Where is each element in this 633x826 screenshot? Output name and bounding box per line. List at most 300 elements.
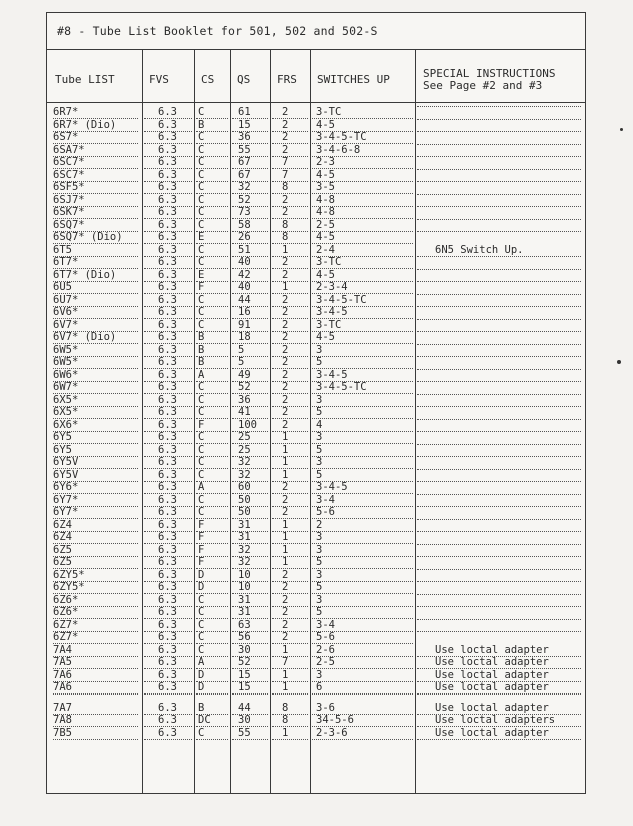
cell-fvs: 6.3 [144, 394, 192, 407]
cell-qs: 91 [232, 319, 268, 332]
cell-switches: 2-3-4 [312, 281, 413, 294]
cell-tube: 6SQ7* (Dio) [53, 231, 138, 244]
cell-frs: 2 [272, 294, 308, 307]
cell-tube: 6Y7* [53, 506, 138, 519]
cell-special [417, 406, 581, 407]
cell-frs: 1 [272, 469, 308, 482]
cell-tube: 6ZY5* [53, 581, 138, 594]
cell-tube: 6X5* [53, 406, 138, 419]
cell-cs: C [196, 444, 228, 457]
cell-special [417, 131, 581, 132]
cell-frs: 2 [272, 206, 308, 219]
header-cs: CS [201, 73, 215, 86]
cell-cs: C [196, 619, 228, 632]
table-row [47, 169, 585, 182]
cell-qs: 10 [232, 569, 268, 582]
cell-fvs: 6.3 [144, 669, 192, 682]
cell-switches: 5 [312, 556, 413, 569]
cell-qs: 60 [232, 481, 268, 494]
cell-frs: 2 [272, 319, 308, 332]
table-row [47, 369, 585, 382]
cell-switches [312, 694, 413, 695]
cell-cs: C [196, 256, 228, 269]
cell-fvs: 6.3 [144, 594, 192, 607]
cell-special [417, 594, 581, 595]
table-row [47, 331, 585, 344]
cell-special [417, 694, 581, 695]
cell-qs: 16 [232, 306, 268, 319]
cell-switches: 3-4-5-TC [312, 131, 413, 144]
cell-special [417, 231, 581, 232]
cell-cs: C [196, 169, 228, 182]
cell-frs: 1 [272, 669, 308, 682]
cell-switches: 2 [312, 519, 413, 532]
cell-cs: A [196, 656, 228, 669]
cell-cs: F [196, 544, 228, 557]
table-row [47, 319, 585, 332]
header-switches: SWITCHES UP [317, 73, 390, 86]
cell-fvs: 6.3 [144, 381, 192, 394]
cell-qs: 32 [232, 456, 268, 469]
cell-switches: 3 [312, 431, 413, 444]
cell-qs: 26 [232, 231, 268, 244]
cell-tube: 6X5* [53, 394, 138, 407]
table-row [47, 669, 585, 682]
table-row [47, 269, 585, 282]
cell-fvs: 6.3 [144, 702, 192, 715]
cell-switches: 3-4-5-TC [312, 294, 413, 307]
table-row [47, 702, 585, 715]
cell-tube: 6V7* (Dio) [53, 331, 138, 344]
cell-switches: 3-4 [312, 494, 413, 507]
cell-cs: B [196, 344, 228, 357]
cell-tube: 6V7* [53, 319, 138, 332]
cell-cs: C [196, 144, 228, 157]
cell-tube: 6S7* [53, 131, 138, 144]
cell-switches: 3-4-5 [312, 481, 413, 494]
table-row [47, 494, 585, 507]
cell-frs: 2 [272, 381, 308, 394]
cell-special [417, 269, 581, 270]
cell-fvs: 6.3 [144, 169, 192, 182]
cell-fvs: 6.3 [144, 319, 192, 332]
cell-qs: 5 [232, 344, 268, 357]
cell-fvs: 6.3 [144, 581, 192, 594]
cell-frs: 1 [272, 556, 308, 569]
stray-mark [620, 128, 623, 131]
header-tube: Tube LIST [55, 73, 115, 86]
cell-tube: 6Z7* [53, 619, 138, 632]
cell-frs: 2 [272, 494, 308, 507]
cell-fvs: 6.3 [144, 519, 192, 532]
cell-tube: 6Z5 [53, 544, 138, 557]
table-row [47, 544, 585, 557]
table-row [47, 181, 585, 194]
cell-fvs: 6.3 [144, 156, 192, 169]
cell-tube: 7A4 [53, 644, 138, 657]
cell-special [417, 181, 581, 182]
table-row [47, 519, 585, 532]
cell-switches: 3 [312, 569, 413, 582]
cell-qs: 32 [232, 544, 268, 557]
table-row [47, 344, 585, 357]
cell-special [417, 356, 581, 357]
cell-special [417, 344, 581, 345]
cell-frs: 1 [272, 644, 308, 657]
table-row [47, 656, 585, 669]
cell-qs: 32 [232, 469, 268, 482]
cell-switches: 4-8 [312, 194, 413, 207]
cell-frs: 1 [272, 444, 308, 457]
cell-special: Use loctal adapter [417, 669, 581, 682]
cell-fvs: 6.3 [144, 469, 192, 482]
cell-frs: 2 [272, 631, 308, 644]
header-frs: FRS [277, 73, 297, 86]
cell-fvs: 6.3 [144, 244, 192, 257]
table-row [47, 131, 585, 144]
cell-frs: 8 [272, 219, 308, 232]
cell-cs: F [196, 281, 228, 294]
cell-frs: 2 [272, 356, 308, 369]
cell-fvs: 6.3 [144, 444, 192, 457]
cell-cs: C [196, 644, 228, 657]
cell-frs: 2 [272, 506, 308, 519]
cell-switches: 5 [312, 606, 413, 619]
cell-fvs: 6.3 [144, 181, 192, 194]
cell-switches: 5-6 [312, 506, 413, 519]
cell-tube: 6Z6* [53, 606, 138, 619]
cell-switches: 5 [312, 356, 413, 369]
cell-special [417, 631, 581, 632]
cell-cs: C [196, 106, 228, 119]
table-row [47, 644, 585, 657]
cell-cs: C [196, 319, 228, 332]
table-row [47, 406, 585, 419]
cell-frs: 2 [272, 419, 308, 432]
cell-tube: 6Y5 [53, 444, 138, 457]
cell-fvs: 6.3 [144, 494, 192, 507]
cell-switches: 3 [312, 531, 413, 544]
cell-qs: 32 [232, 181, 268, 194]
cell-frs: 8 [272, 181, 308, 194]
cell-switches: 2-5 [312, 219, 413, 232]
cell-tube: 6W6* [53, 369, 138, 382]
cell-tube: 6X6* [53, 419, 138, 432]
cell-special [417, 331, 581, 332]
cell-tube: 6U7* [53, 294, 138, 307]
cell-qs: 31 [232, 594, 268, 607]
cell-tube [53, 694, 138, 695]
cell-special [417, 294, 581, 295]
cell-special [417, 219, 581, 220]
cell-qs: 49 [232, 369, 268, 382]
cell-fvs: 6.3 [144, 431, 192, 444]
table-row [47, 431, 585, 444]
cell-switches: 3-4-5 [312, 306, 413, 319]
cell-fvs [144, 694, 192, 695]
table-row [47, 244, 585, 257]
cell-qs [232, 694, 268, 695]
cell-cs: A [196, 481, 228, 494]
cell-special: Use loctal adapter [417, 644, 581, 657]
cell-tube: 6SC7* [53, 169, 138, 182]
cell-fvs: 6.3 [144, 606, 192, 619]
cell-fvs: 6.3 [144, 331, 192, 344]
cell-frs: 1 [272, 431, 308, 444]
cell-switches: 4-5 [312, 231, 413, 244]
table-row [47, 469, 585, 482]
cell-switches: 4-5 [312, 331, 413, 344]
cell-frs: 2 [272, 594, 308, 607]
cell-special [417, 494, 581, 495]
cell-tube: 7A5 [53, 656, 138, 669]
cell-cs: D [196, 581, 228, 594]
cell-frs: 1 [272, 531, 308, 544]
cell-tube: 6T5 [53, 244, 138, 257]
cell-tube: 6Z4 [53, 519, 138, 532]
cell-switches: 2-4 [312, 244, 413, 257]
cell-frs: 1 [272, 519, 308, 532]
cell-fvs: 6.3 [144, 231, 192, 244]
table-row [47, 119, 585, 132]
table-row [47, 419, 585, 432]
cell-special [417, 319, 581, 320]
cell-special [417, 156, 581, 157]
table-row [47, 681, 585, 694]
cell-qs: 67 [232, 169, 268, 182]
cell-special [417, 519, 581, 520]
cell-switches: 3-4-5 [312, 369, 413, 382]
table-row [47, 569, 585, 582]
cell-fvs: 6.3 [144, 656, 192, 669]
cell-special [417, 169, 581, 170]
cell-cs: DC [196, 714, 228, 727]
cell-special [417, 381, 581, 382]
cell-frs: 2 [272, 581, 308, 594]
cell-qs: 44 [232, 702, 268, 715]
cell-tube: 6SF5* [53, 181, 138, 194]
cell-tube: 7A8 [53, 714, 138, 727]
cell-special [417, 481, 581, 482]
cell-special [417, 394, 581, 395]
cell-switches: 3 [312, 344, 413, 357]
cell-qs: 36 [232, 394, 268, 407]
cell-special: Use loctal adapters [417, 714, 581, 727]
cell-switches: 2-3 [312, 156, 413, 169]
cell-fvs: 6.3 [144, 481, 192, 494]
cell-cs: A [196, 369, 228, 382]
cell-fvs: 6.3 [144, 131, 192, 144]
table-row [47, 444, 585, 457]
table-row [47, 727, 585, 740]
cell-switches: 6 [312, 681, 413, 694]
cell-switches: 4-5 [312, 119, 413, 132]
cell-frs [272, 694, 308, 695]
header-qs: QS [237, 73, 251, 86]
table-row [47, 219, 585, 232]
cell-special [417, 106, 581, 107]
cell-qs: 31 [232, 531, 268, 544]
cell-frs: 2 [272, 394, 308, 407]
table-row [47, 306, 585, 319]
cell-fvs: 6.3 [144, 419, 192, 432]
table-row [47, 144, 585, 157]
cell-special [417, 569, 581, 570]
cell-switches: 3 [312, 456, 413, 469]
cell-frs: 1 [272, 456, 308, 469]
cell-fvs: 6.3 [144, 631, 192, 644]
cell-special [417, 431, 581, 432]
cell-qs: 58 [232, 219, 268, 232]
cell-cs: C [196, 381, 228, 394]
cell-frs: 7 [272, 169, 308, 182]
cell-qs: 31 [232, 519, 268, 532]
cell-tube: 6U5 [53, 281, 138, 294]
cell-frs: 2 [272, 369, 308, 382]
cell-qs: 73 [232, 206, 268, 219]
cell-tube: 6T7* [53, 256, 138, 269]
cell-frs: 2 [272, 144, 308, 157]
cell-switches: 5 [312, 444, 413, 457]
cell-special [417, 619, 581, 620]
cell-qs: 56 [232, 631, 268, 644]
cell-switches: 4-5 [312, 269, 413, 282]
table-row [47, 694, 585, 702]
cell-switches: 3 [312, 394, 413, 407]
cell-qs: 25 [232, 431, 268, 444]
cell-qs: 67 [232, 156, 268, 169]
table-row [47, 106, 585, 119]
table-row [47, 281, 585, 294]
cell-fvs: 6.3 [144, 619, 192, 632]
cell-special [417, 206, 581, 207]
cell-tube: 6Z5 [53, 556, 138, 569]
table-row [47, 594, 585, 607]
cell-frs: 8 [272, 702, 308, 715]
cell-cs: F [196, 556, 228, 569]
header-special: SPECIAL INSTRUCTIONS [423, 67, 556, 80]
cell-special [417, 306, 581, 307]
table-row [47, 581, 585, 594]
cell-tube: 6V6* [53, 306, 138, 319]
table-row [47, 381, 585, 394]
cell-frs: 2 [272, 269, 308, 282]
cell-cs: F [196, 519, 228, 532]
cell-special [417, 369, 581, 370]
cell-tube: 6R7* [53, 106, 138, 119]
cell-frs: 1 [272, 244, 308, 257]
cell-cs: B [196, 331, 228, 344]
cell-qs: 10 [232, 581, 268, 594]
cell-fvs: 6.3 [144, 119, 192, 132]
cell-qs: 52 [232, 656, 268, 669]
cell-special: Use loctal adapter [417, 702, 581, 715]
cell-special: Use loctal adapter [417, 727, 581, 740]
cell-cs: B [196, 702, 228, 715]
header-fvs: FVS [149, 73, 169, 86]
cell-frs: 7 [272, 656, 308, 669]
tube-table-body [47, 106, 585, 739]
table-row [47, 531, 585, 544]
cell-frs: 2 [272, 619, 308, 632]
table-row [47, 231, 585, 244]
cell-fvs: 6.3 [144, 356, 192, 369]
cell-qs: 15 [232, 119, 268, 132]
cell-frs: 2 [272, 481, 308, 494]
table-row [47, 256, 585, 269]
cell-qs: 18 [232, 331, 268, 344]
table-header [47, 50, 585, 103]
cell-fvs: 6.3 [144, 219, 192, 232]
cell-tube: 6Y5 [53, 431, 138, 444]
table-row [47, 456, 585, 469]
cell-special [417, 281, 581, 282]
cell-tube: 7B5 [53, 727, 138, 740]
cell-tube: 6SA7* [53, 144, 138, 157]
table-row [47, 394, 585, 407]
cell-fvs: 6.3 [144, 269, 192, 282]
table-row [47, 156, 585, 169]
cell-cs: E [196, 231, 228, 244]
cell-fvs: 6.3 [144, 369, 192, 382]
cell-cs: C [196, 469, 228, 482]
cell-fvs: 6.3 [144, 531, 192, 544]
cell-switches: 3-4-5-TC [312, 381, 413, 394]
cell-tube: 6T7* (Dio) [53, 269, 138, 282]
cell-switches: 2-5 [312, 656, 413, 669]
cell-switches: 5 [312, 581, 413, 594]
table-row [47, 481, 585, 494]
cell-fvs: 6.3 [144, 344, 192, 357]
cell-fvs: 6.3 [144, 256, 192, 269]
cell-qs: 50 [232, 506, 268, 519]
cell-tube: 6SK7* [53, 206, 138, 219]
cell-switches: 5 [312, 469, 413, 482]
table-row [47, 606, 585, 619]
cell-tube: 6SQ7* [53, 219, 138, 232]
cell-frs: 2 [272, 569, 308, 582]
cell-cs: C [196, 244, 228, 257]
cell-fvs: 6.3 [144, 727, 192, 740]
cell-qs: 15 [232, 681, 268, 694]
cell-qs: 44 [232, 294, 268, 307]
cell-special [417, 556, 581, 557]
table-row [47, 194, 585, 207]
cell-cs: C [196, 494, 228, 507]
cell-fvs: 6.3 [144, 714, 192, 727]
cell-qs: 55 [232, 727, 268, 740]
header-special-see: See Page #2 and #3 [423, 79, 543, 92]
cell-frs: 1 [272, 281, 308, 294]
cell-switches: 34-5-6 [312, 714, 413, 727]
cell-tube: 6Y6* [53, 481, 138, 494]
cell-special [417, 144, 581, 145]
cell-cs: D [196, 569, 228, 582]
cell-special [417, 256, 581, 257]
table-row [47, 619, 585, 632]
cell-switches: 4 [312, 419, 413, 432]
cell-frs: 2 [272, 256, 308, 269]
cell-frs: 2 [272, 406, 308, 419]
cell-cs: C [196, 506, 228, 519]
cell-qs: 32 [232, 556, 268, 569]
cell-cs: C [196, 631, 228, 644]
cell-qs: 40 [232, 281, 268, 294]
table-row [47, 714, 585, 727]
cell-qs: 61 [232, 106, 268, 119]
cell-switches: 3 [312, 669, 413, 682]
cell-qs: 40 [232, 256, 268, 269]
